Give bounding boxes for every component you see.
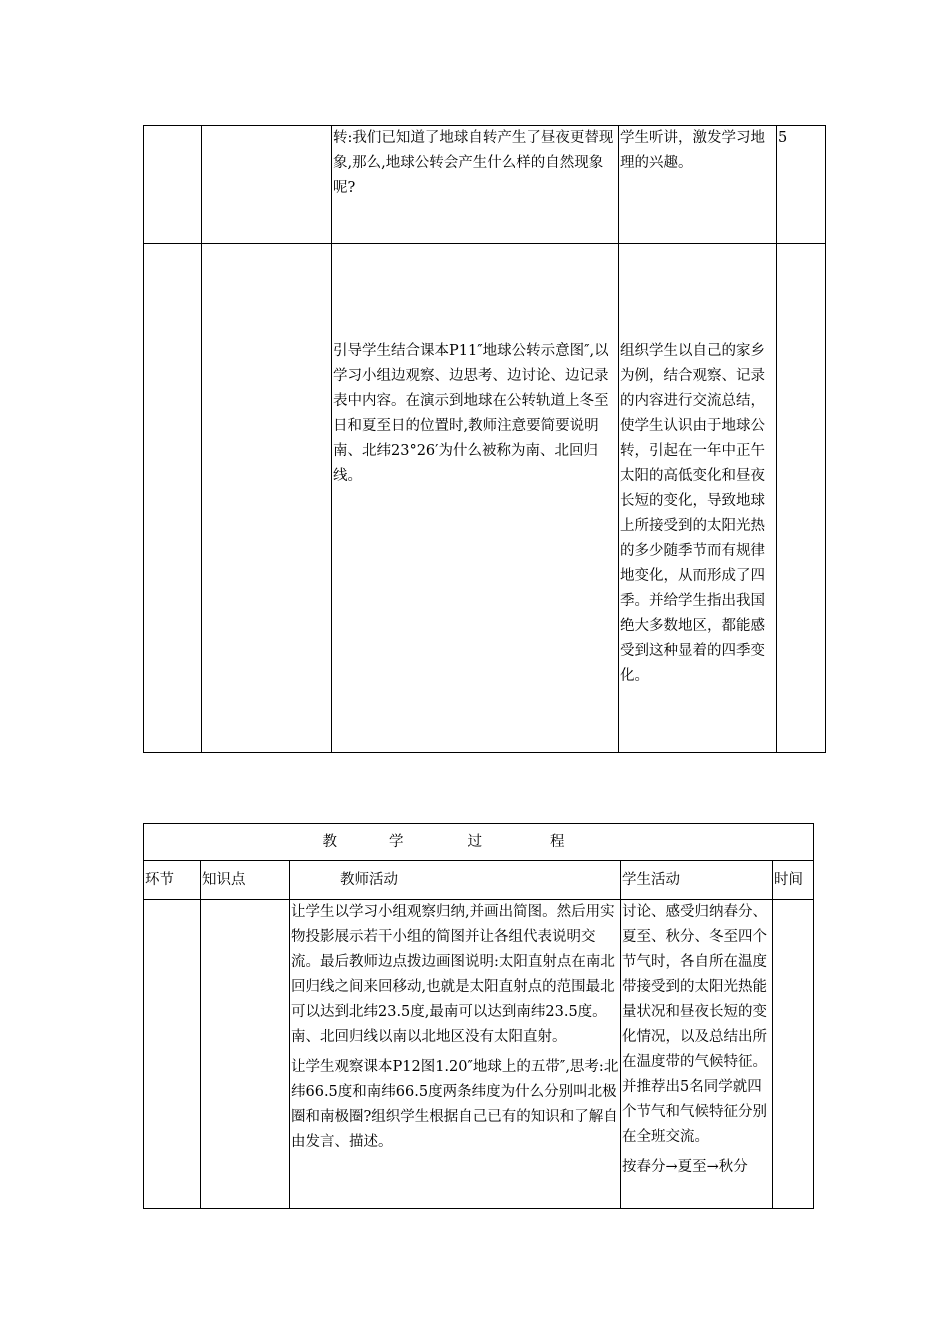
knowledge-cell [201,900,290,1209]
student-activity-cell [619,126,777,244]
student-paragraph: 讨论、感受归纳春分、夏至、秋分、冬至四个节气时，各自所在温度带接受到的太阳光热能量状况和昼夜长短的变化情况，以及总结出所在温度带的气候特征。 [622,904,767,1070]
teacher-paragraph: 让学生观察课本P12图1.20″地球上的五带″,思考:北纬66.5度和南纬66.5度两条纬度为什么分别叫北极圈和南极圈?组织学生根据自己已有的知识和了解自由发言、描述。 [291,1059,619,1150]
teacher-activity-text: 引导学生结合课本P11″地球公转示意图″,以学习小组边观察、边思考、边讨论、边记录表中内容。在演示到地球在公转轨道上冬至日和夏至日的位置时,教师注意要简要说明南、北纬23°26′为什么被称为南、北回归线。 [333,343,609,484]
title-char: 教 [322,833,337,850]
title-char: 学 [389,833,404,850]
title-char: 过 [467,833,482,850]
teacher-activity-cell [332,244,619,753]
student-activity-text: 学生听讲，激发学习地理的兴趣。 [620,130,765,171]
time-cell [773,900,814,1209]
teacher-activity-cell [332,126,619,244]
table-title-row [144,824,814,861]
header-student: 学生活动 [621,861,773,900]
header-teacher: 教师活动 [290,861,621,900]
time-cell [777,244,826,753]
student-activity-text: 组织学生以自己的家乡为例，结合观察、记录的内容进行交流总结，使学生认识由于地球公转，引起在一年中正午太阳的高低变化和昼夜长短的变化，导致地球上所接受到的太阳光热的多少随季节而有规律地变化，从而形成了四季。并给学生指出我国绝大多数地区，都能感受到这种显着的四季变化。 [620,343,765,684]
header-knowledge: 知识点 [201,861,290,900]
knowledge-cell [202,244,332,753]
lesson-table-top [143,125,826,753]
time-cell: 5 [777,126,826,244]
title-char: 程 [550,833,565,850]
table-row [144,126,826,244]
header-time: 时间 [773,861,814,900]
knowledge-cell [202,126,332,244]
student-paragraph: 并推荐出5名同学就四个节气和气候特征分别在全班交流。 [622,1079,767,1145]
section-cell [144,126,202,244]
teacher-paragraph: 让学生以学习小组观察归纳,并画出简图。然后用实物投影展示若干小组的简图并让各组代表说明交流。最后教师边点拨边画图说明:太阳直射点在南北回归线之间来回移动,也就是太阳直射点的范围最北可以达到北纬23.5度,最南可以达到南纬23.5度。南、北回归线以南以北地区没有太阳直射。 [291,904,615,1045]
student-activity-cell [621,900,773,1209]
section-cell [144,244,202,753]
header-section: 环节 [144,861,201,900]
student-activity-cell [619,244,777,753]
section-cell [144,900,201,1209]
header-row [144,861,814,900]
table-row [144,900,814,1209]
teacher-activity-cell [290,900,621,1209]
teacher-activity-text: 转:我们已知道了地球自转产生了昼夜更替现象,那么,地球公转会产生什么样的自然现象呢? [333,130,614,196]
lesson-table-bottom [143,823,814,1209]
table-title [144,824,814,861]
table-row [144,244,826,753]
student-paragraph: 按春分→夏至→秋分 [622,1159,748,1175]
